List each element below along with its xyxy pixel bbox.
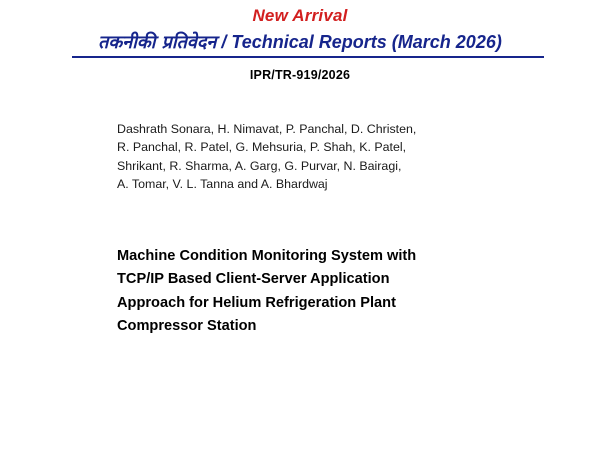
author-line: R. Panchal, R. Patel, G. Mehsuria, P. Shah, K. Patel, [117,140,407,155]
new-arrival-label: New Arrival [252,6,348,25]
report-title [117,245,479,338]
page-title-separator: / [216,32,232,52]
author-list [117,120,479,193]
report-title-line: TCP/IP Based Client-Server Application [117,271,390,288]
page-title-english: Technical Reports (March 2026) [231,32,502,52]
report-title-line: Machine Condition Monitoring System with [117,248,417,264]
page-title [0,30,600,54]
page-title-hindi: तकनीकी प्रतिवेदन [98,32,217,53]
report-id: IPR/TR-919/2026 [249,68,351,82]
author-line: A. Tomar, V. L. Tanna and A. Bhardwaj [117,177,328,192]
report-title-line: Approach for Helium Refrigeration Plant [117,294,396,311]
author-line: Shrikant, R. Sharma, A. Garg, G. Purvar, N. Bairagi, [117,158,402,173]
title-underline [72,56,544,58]
report-title-line: Compressor Station [117,318,257,335]
author-line: Dashrath Sonara, H. Nimavat, P. Panchal, D. Christen, [117,122,417,136]
